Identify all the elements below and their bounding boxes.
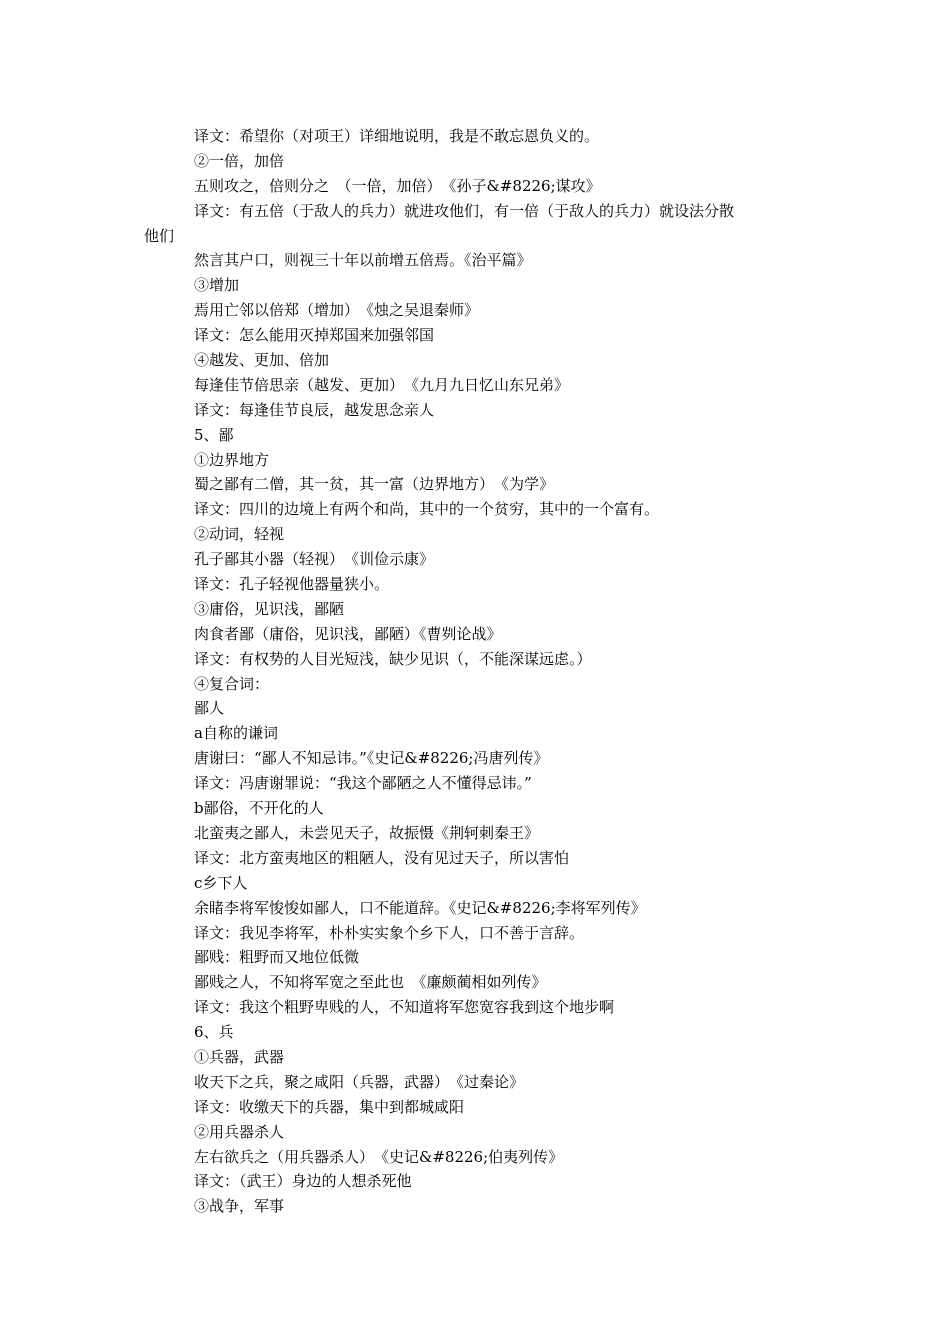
text-line: 译文：每逢佳节良辰，越发思念亲人: [194, 400, 435, 419]
text-line: 左右欲兵之（用兵器杀人） 《史记&#8226;伯夷列传》: [194, 1147, 564, 1166]
text-line: 译文：孔子轻视他器量狭小。: [194, 575, 390, 594]
text-line: 译文：四川的边境上有两个和尚，其中的一个贫穷，其中的一个富有。: [194, 500, 660, 519]
text-line: 译文：怎么能用灭掉郑国来加强邻国: [194, 326, 435, 345]
text-line: 收天下之兵，聚之咸阳（兵器，武器） 《过秦论》: [194, 1072, 525, 1091]
text-line: ②一倍，加倍: [194, 151, 285, 170]
text-line: 译文：（武王）身边的人想杀死他: [194, 1172, 412, 1191]
text-line: 译文：我见李将军，朴朴实实象个乡下人，口不善于言辞。: [194, 923, 585, 942]
text-line: 唐谢曰：“鄙人不知忌讳。”《史记&#8226;冯唐列传》: [194, 749, 549, 768]
text-line: b鄙俗，不开化的人: [194, 799, 324, 818]
text-line: 然言其户口，则视三十年以前增五倍焉。《治平篇》: [194, 251, 532, 270]
text-line: ②用兵器杀人: [194, 1122, 285, 1141]
section-heading: 5、鄙: [194, 425, 234, 444]
text-line: 北蛮夷之鄙人，未尝见天子，故振慑《荆轲刺秦王》: [194, 823, 540, 842]
text-line: 鄙人: [194, 699, 225, 718]
text-line: ③庸俗，见识浅，鄙陋: [194, 599, 345, 618]
text-line: 孔子鄙其小器（轻视） 《训俭示康》: [194, 550, 435, 569]
text-line: 译文：收缴天下的兵器，集中到都城咸阳: [194, 1097, 465, 1116]
text-line: 译文：有权势的人目光短浅，缺少见识（，不能深谋远虑。）: [194, 649, 592, 668]
text-line: 译文：我这个粗野卑贱的人，不知道将军您宽容我到这个地步啊: [194, 998, 615, 1017]
text-line: 肉食者鄙（庸俗，见识浅，鄙陋）《曹刿论战》: [194, 624, 502, 643]
text-line: 五则攻之，倍则分之 （一倍，加倍） 《孙子&#8226;谋攻》: [194, 176, 601, 195]
text-line: 蜀之鄙有二僧，其一贫，其一富（边界地方） 《为学》: [194, 475, 555, 494]
text-line: 余睹李将军悛悛如鄙人，口不能道辞。《史记&#8226;李将军列传》: [194, 898, 646, 917]
text-line: 译文：有五倍（于敌人的兵力）就进攻他们，有一倍（于敌人的兵力）就设法分散: [194, 201, 735, 220]
text-line: ①兵器，武器: [194, 1047, 285, 1066]
text-line: 译文：希望你（对项王）详细地说明，我是不敢忘恩负义的。: [194, 127, 600, 145]
text-line: ④复合词：: [194, 674, 270, 693]
text-line: 鄙贱：粗野而又地位低微: [194, 948, 360, 967]
text-line: ②动词，轻视: [194, 525, 285, 544]
text-line: 鄙贱之人，不知将军宽之至此也 《廉颇蔺相如列传》: [194, 973, 547, 992]
text-line: ③战争，军事: [194, 1197, 285, 1216]
section-heading: 6、兵: [194, 1023, 234, 1042]
text-line: 译文：北方蛮夷地区的粗陋人，没有见过天子，所以害怕: [194, 848, 570, 867]
text-line: 焉用亡邻以倍郑（增加） 《烛之吴退秦师》: [194, 301, 480, 320]
text-line: ①边界地方: [194, 450, 270, 469]
text-line: ③增加: [194, 276, 240, 295]
document-body: [144, 124, 814, 1219]
text-line: 每逢佳节倍思亲（越发、更加） 《九月九日忆山东兄弟》: [194, 375, 570, 394]
text-line: ④越发、更加、倍加: [194, 351, 330, 370]
text-line: 译文：冯唐谢罪说：“我这个鄙陋之人不懂得忌讳。”: [194, 774, 532, 793]
text-line: 他们: [144, 226, 175, 245]
text-line: c乡下人: [194, 873, 248, 892]
text-line: a自称的谦词: [194, 724, 278, 743]
